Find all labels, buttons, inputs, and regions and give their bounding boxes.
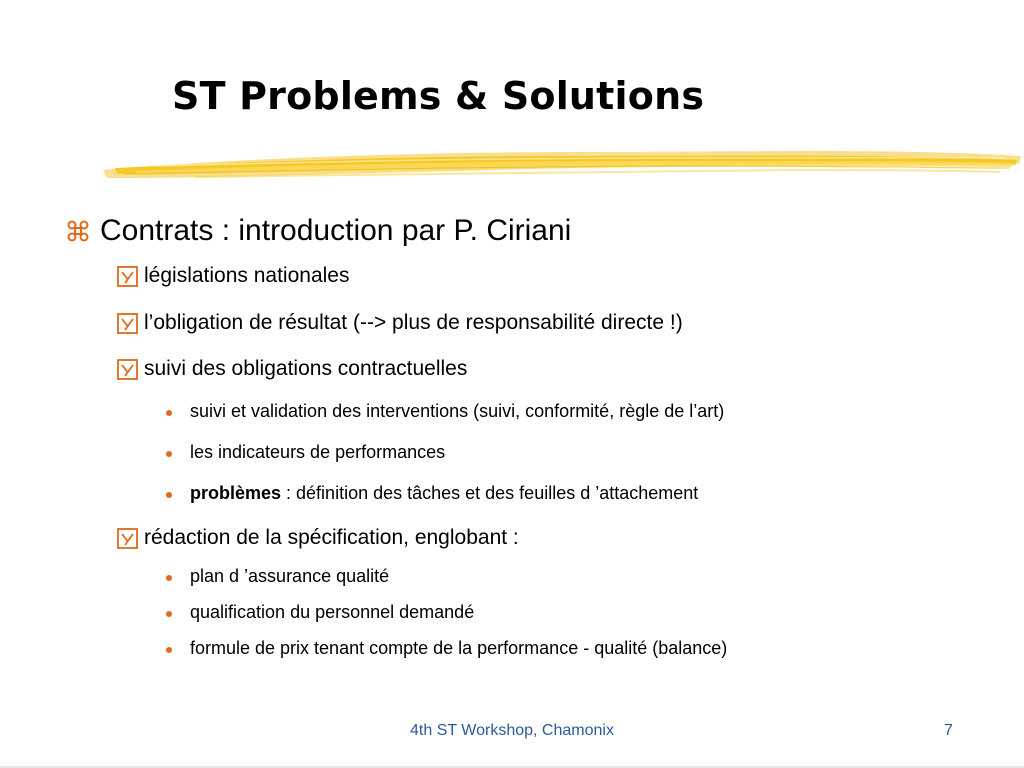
orange-dot-icon [166,647,172,653]
checkbox-y-icon [117,266,138,287]
sub-bullet-text: suivi des obligations contractuelles [144,357,468,380]
bullet-item-contrats [66,214,571,248]
list-item-text: : définition des tâches et des feuilles d ’attachement [281,483,699,503]
sub-bullet-legislations [117,264,349,288]
bold-term: problèmes [190,483,282,503]
checkbox-y-icon [117,528,138,549]
sub-bullet-suivi-obligations [117,357,467,381]
sub-bullet-text: l’obligation de résultat (--> plus de responsabilité directe !) [144,311,683,334]
list-item-text: suivi et validation des interventions (suivi, conformité, règle de l’art) [190,401,725,421]
sub-bullet-obligation-resultat [117,311,683,335]
sub-bullet-redaction-specification [117,526,519,550]
sub-bullet-text: législations nationales [144,264,350,287]
yellow-brush-stroke [95,144,1024,194]
checkbox-y-icon [117,359,138,380]
checkbox-y-icon [117,313,138,334]
orange-dot-icon [166,611,172,617]
list-item [166,602,474,623]
slide-title: ST Problems & Solutions [172,74,705,118]
command-symbol-icon [66,219,90,243]
orange-dot-icon [166,410,172,416]
orange-dot-icon [166,451,172,457]
list-item [166,566,389,587]
page-number: 7 [944,722,953,739]
orange-dot-icon [166,575,172,581]
list-item [166,483,698,504]
list-item-text: formule de prix tenant compte de la performance - qualité (balance) [190,638,728,658]
list-item [166,401,724,422]
list-item-text: qualification du personnel demandé [190,602,475,622]
list-item [166,638,727,659]
list-item-text: les indicateurs de performances [190,442,446,462]
footer-text: 4th ST Workshop, Chamonix [410,722,614,739]
list-item [166,442,445,463]
list-item-text: plan d ’assurance qualité [190,566,390,586]
bullet-text: Contrats : introduction par P. Ciriani [100,214,572,247]
sub-bullet-text: rédaction de la spécification, englobant : [144,526,519,549]
orange-dot-icon [166,492,172,498]
